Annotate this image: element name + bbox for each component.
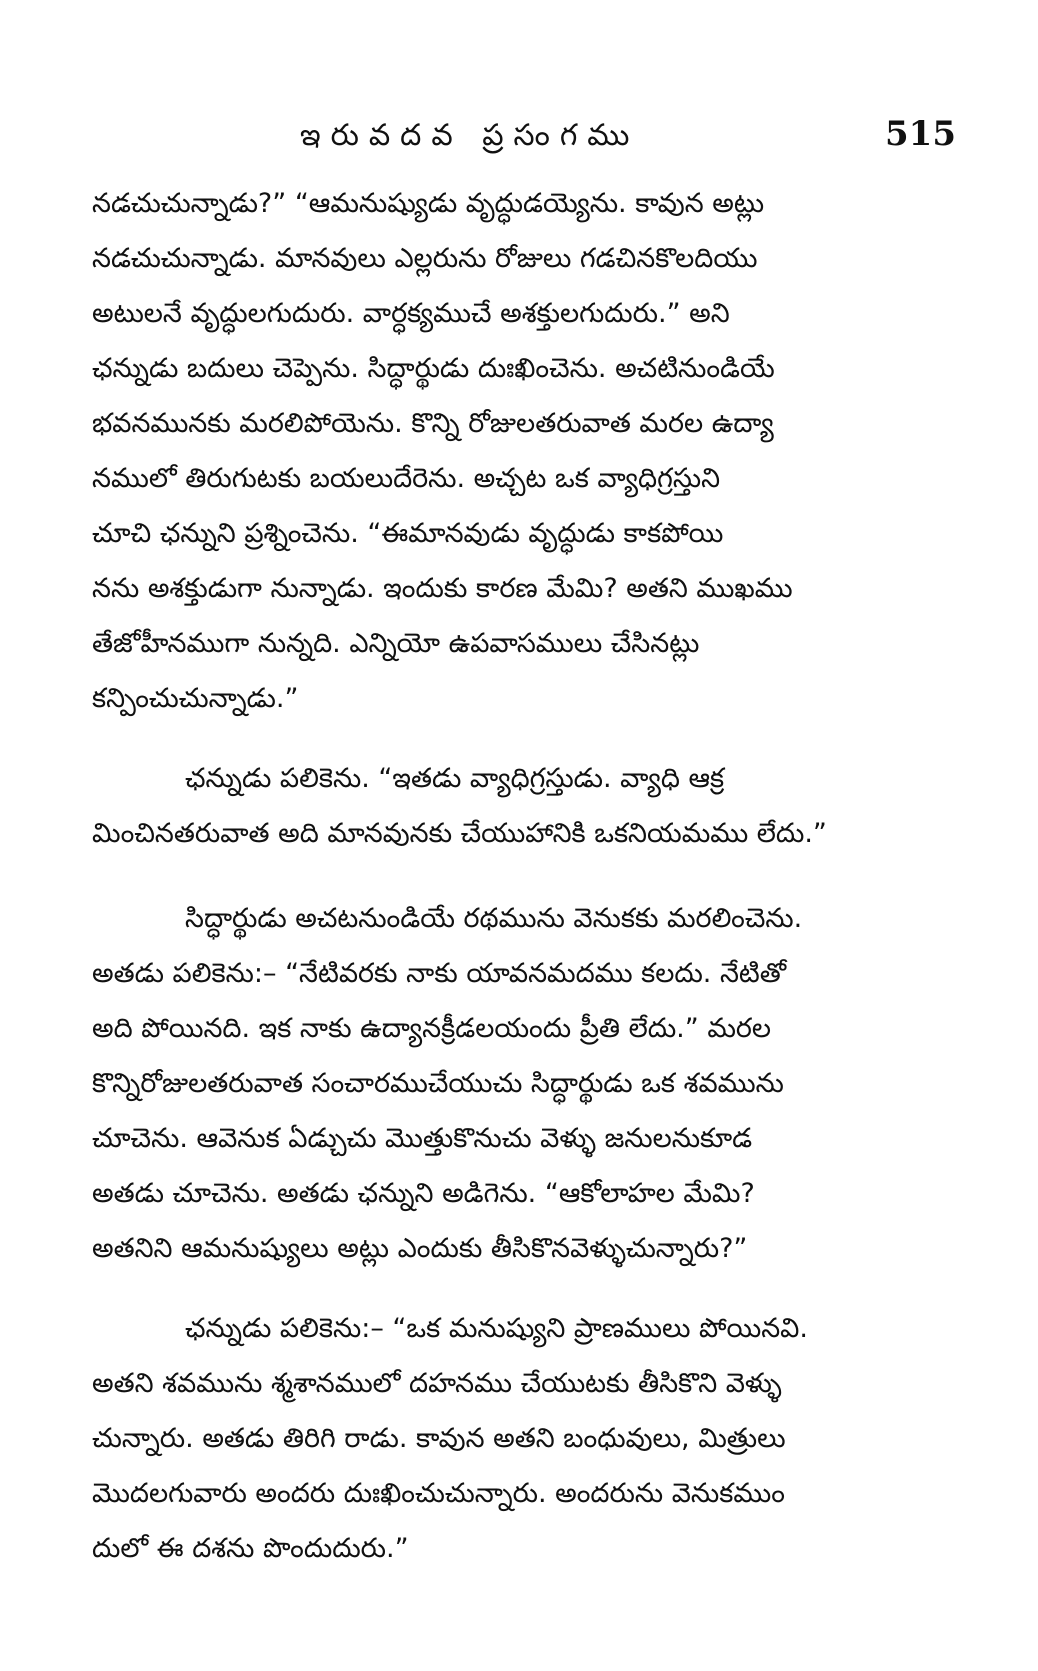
text-line: దులో ఈ దశను పొందుదురు.” bbox=[92, 1533, 409, 1564]
text-line: తేజోహీనముగా నున్నది. ఎన్నియో ఉపవాసములు చేసినట్లు bbox=[92, 628, 700, 659]
text-line: నడచుచున్నాడు. మానవులు ఎల్లరును రోజులు గడచినకొలదియు bbox=[92, 243, 758, 274]
text-line: సిద్ధార్థుడు అచటనుండియే రథమును వెనుకకు మరలించెను. bbox=[185, 903, 803, 934]
text-line: కన్పించుచున్నాడు.” bbox=[92, 683, 299, 714]
text-line: భవనమునకు మరలిపోయెను. కొన్ని రోజులతరువాత మరల ఉద్యా bbox=[92, 408, 774, 439]
text-line: ఛన్నుడు బదులు చెప్పెను. సిద్ధార్థుడు దుఃఖించెను. అచటినుండియే bbox=[92, 353, 775, 384]
text-line: అటులనే వృద్ధులగుదురు. వార్ధక్యముచే అశక్తులగుదురు.” అని bbox=[92, 298, 730, 329]
text-line: మించినతరువాత అది మానవునకు చేయుహానికి ఒకనియమము లేదు.” bbox=[92, 818, 827, 849]
text-line: అతడు చూచెను. అతడు ఛన్నుని అడిగెను. “ఆకోలాహల మేమి? bbox=[92, 1178, 755, 1209]
text-line: ఛన్నుడు పలికెను. “ఇతడు వ్యాధిగ్రస్తుడు. వ్యాధి ఆక్ర bbox=[185, 763, 725, 794]
text-line: నములో తిరుగుటకు బయలుదేరెను. అచ్చట ఒక వ్యాధిగ్రస్తుని bbox=[92, 463, 721, 494]
page-number: 515 bbox=[885, 114, 956, 154]
text-line: కొన్నిరోజులతరువాత సంచారముచేయుచు సిద్ధార్థుడు ఒక శవమును bbox=[92, 1068, 784, 1099]
text-line: మొదలగువారు అందరు దుఃఖించుచున్నారు. అందరును వెనుకముం bbox=[92, 1478, 785, 1509]
text-line: చూచెను. ఆవెనుక ఏడ్చుచు మొత్తుకొనుచు వెళ్ళు జనులనుకూడ bbox=[92, 1123, 753, 1154]
text-line: అతని శవమును శ్మశానములో దహనము చేయుటకు తీసికొని వెళ్ళు bbox=[92, 1368, 782, 1399]
text-line: చున్నారు. అతడు తిరిగి రాడు. కావున అతని బంధువులు, మిత్రులు bbox=[92, 1423, 786, 1454]
running-head: ఇరువదవ ప్రసంగము bbox=[300, 118, 640, 153]
text-line: ఛన్నుడు పలికెను:– “ఒక మనుష్యుని ప్రాణములు పోయినవి. bbox=[185, 1313, 808, 1344]
text-line: నను అశక్తుడుగా నున్నాడు. ఇందుకు కారణ మేమి? అతని ముఖము bbox=[92, 573, 793, 604]
text-line: నడచుచున్నాడు?” “ఆమనుష్యుడు వృద్ధుడయ్యెను. కావున అట్లు bbox=[92, 188, 765, 219]
text-line: అతడు పలికెను:– “నేటివరకు నాకు యావనమదము కలదు. నేటితో bbox=[92, 958, 787, 989]
text-line: చూచి ఛన్నుని ప్రశ్నించెను. “ఈమానవుడు వృద్ధుడు కాకపోయి bbox=[92, 518, 724, 549]
text-line: అది పోయినది. ఇక నాకు ఉద్యానక్రీడలయందు ప్రీతి లేదు.” మరల bbox=[92, 1013, 772, 1044]
text-line: అతనిని ఆమనుష్యులు అట్లు ఎందుకు తీసికొనవెళ్ళుచున్నారు?” bbox=[92, 1233, 748, 1264]
